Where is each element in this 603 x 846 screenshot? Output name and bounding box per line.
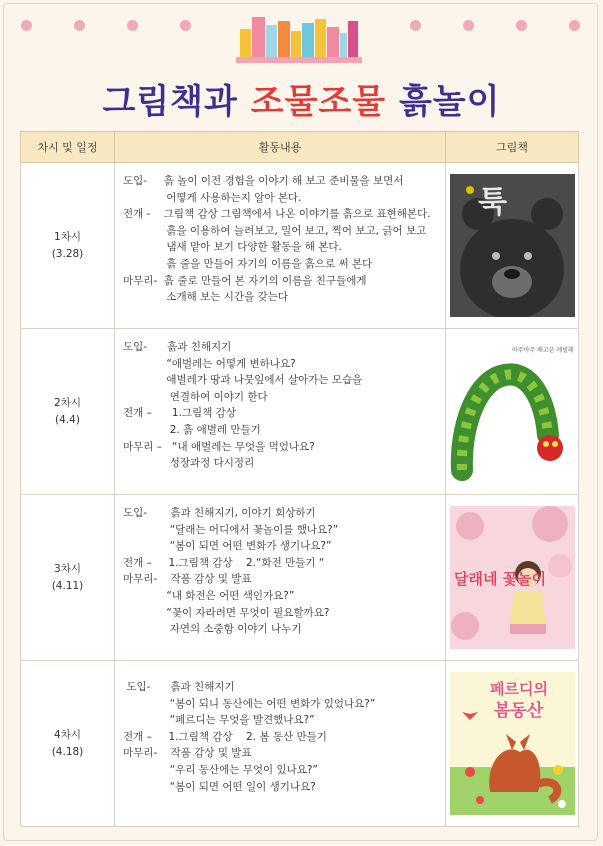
book-title-line2: 봄동산	[493, 701, 543, 721]
table-row	[21, 661, 579, 827]
activity-line: 마무리 – “내 애벌레는 무엇을 먹었나요?	[123, 440, 315, 453]
title-part-2: 조물조물	[250, 82, 387, 122]
activity-line: 전개 – 1.그림책 감상 2.“화전 만들기 “	[123, 556, 325, 569]
activity-line: 냄새 맡아 보기 다양한 활동을 해 본다.	[123, 241, 342, 254]
activity-line: “애벌레는 어떻게 변하나요?	[123, 357, 296, 370]
book-cover-ferdi	[450, 672, 575, 815]
book-title-text: 달래네 꽃놀이	[453, 570, 546, 588]
book-cell	[446, 163, 579, 329]
book-cell	[446, 329, 579, 495]
session-label: 1차시	[54, 230, 81, 243]
activity-line: 전개 - 그림책 감상 그림책에서 나온 이야기를 흙으로 표현해본다.	[123, 208, 431, 221]
title-part-1: 그림책과	[102, 82, 238, 122]
book-cover-dallae	[450, 506, 575, 649]
activity-line: “달래는 어디에서 꽃놀이를 했나요?”	[123, 523, 339, 536]
activity-cell	[115, 495, 446, 661]
activity-line: 마무리- 흙 줄로 만들어 본 자기의 이름을 친구들에게	[123, 274, 367, 287]
activity-line: “봄이 되면 어떤 일이 생기나요?	[123, 780, 316, 793]
activity-line: “내 화전은 어떤 색인가요?”	[123, 589, 295, 602]
session-label: 3차시	[54, 562, 81, 575]
activity-line: 애벌레가 땅과 나뭇잎에서 살아가는 모습을	[123, 374, 363, 387]
activity-line: 도입- 흙과 친해지기	[123, 341, 232, 353]
session-cell	[21, 495, 115, 661]
activity-cell	[115, 661, 446, 827]
title-part-3: 흙놀이	[398, 82, 501, 122]
session-cell	[21, 329, 115, 495]
decor-dot	[410, 20, 421, 31]
activity-line: 자연의 소중함 이야기 나누기	[123, 623, 302, 636]
activity-line: 소개해 보는 시간을 갖는다	[123, 291, 288, 304]
book-cover-caterpillar	[450, 340, 575, 483]
activity-line: 마무리- 작품 감상 및 발표	[123, 573, 252, 586]
session-cell	[21, 661, 115, 827]
activity-line: 전개 – 1.그림책 감상 2. 봄 동산 만들기	[123, 730, 327, 743]
book-title-text: 툭	[477, 185, 507, 220]
activity-cell	[115, 163, 446, 329]
activity-line: 성장과정 다시정리	[123, 457, 255, 470]
activity-cell	[115, 329, 446, 495]
activity-line: 2. 흙 애벌레 만들기	[123, 423, 261, 436]
activity-line: “꽃이 자라려면 무엇이 필요할까요?	[123, 606, 330, 619]
book-title-text: 아주아주 배고픈 애벌레	[511, 347, 574, 354]
decor-dot	[516, 20, 527, 31]
activity-line: “우리 동산에는 무엇이 있나요?”	[123, 763, 318, 776]
decor-dot	[463, 20, 474, 31]
activity-line: 전개 – 1.그림책 감상	[123, 407, 236, 420]
activity-line: 흙 줄을 만들어 자기의 이름을 흙으로 써 본다	[123, 257, 373, 270]
decor-dot	[127, 20, 138, 31]
activity-line: “봄이 되니 동산에는 어떤 변화가 있었나요?”	[123, 697, 376, 710]
session-date: (3.28)	[51, 247, 84, 260]
book-cell	[446, 495, 579, 661]
page-title	[0, 74, 603, 123]
table-row	[21, 329, 579, 495]
books-icon	[236, 11, 362, 63]
decor-dot	[180, 20, 191, 31]
activity-line: 흙을 이용하여 늘려보고, 밀어 보고, 찍어 보고, 긁어 보고	[123, 224, 427, 237]
decor-dot	[569, 20, 580, 31]
book-title-line1: 페르디의	[489, 680, 548, 698]
table-row	[21, 495, 579, 661]
decor-dot	[21, 20, 32, 31]
session-date: (4.18)	[51, 745, 84, 758]
activity-line: 도입- 흙과 친해지기, 이야기 회상하기	[123, 507, 316, 519]
session-date: (4.11)	[51, 579, 84, 592]
activity-line: “페르디는 무엇을 발견했나요?”	[123, 714, 315, 727]
activity-table	[20, 131, 579, 827]
activity-line: 도입- 흙 놀이 이전 경험을 이야기 해 보고 준비물을 보면서	[123, 175, 404, 187]
book-cell	[446, 661, 579, 827]
book-cover-bear	[450, 174, 575, 317]
decor-dot	[74, 20, 85, 31]
table-header-row	[21, 132, 579, 163]
session-label: 2차시	[54, 396, 81, 409]
session-label: 4차시	[54, 728, 81, 741]
activity-line: 연결하여 이야기 한다	[123, 390, 268, 403]
activity-line: 마무리- 작품 감상 및 발표	[123, 747, 252, 760]
session-cell	[21, 163, 115, 329]
activity-line: “봄이 되면 어떤 변화가 생기나요?”	[123, 540, 332, 553]
header-picturebook: 그림책	[446, 132, 579, 163]
activity-line: 도입- 흙과 친해지기	[123, 681, 235, 693]
activity-line: 어떻게 사용하는지 알아 본다.	[123, 191, 302, 204]
table-row	[21, 163, 579, 329]
header-activity: 활동내용	[115, 132, 446, 163]
session-date: (4.4)	[55, 413, 80, 426]
header-session: 차시 및 일정	[21, 132, 115, 163]
